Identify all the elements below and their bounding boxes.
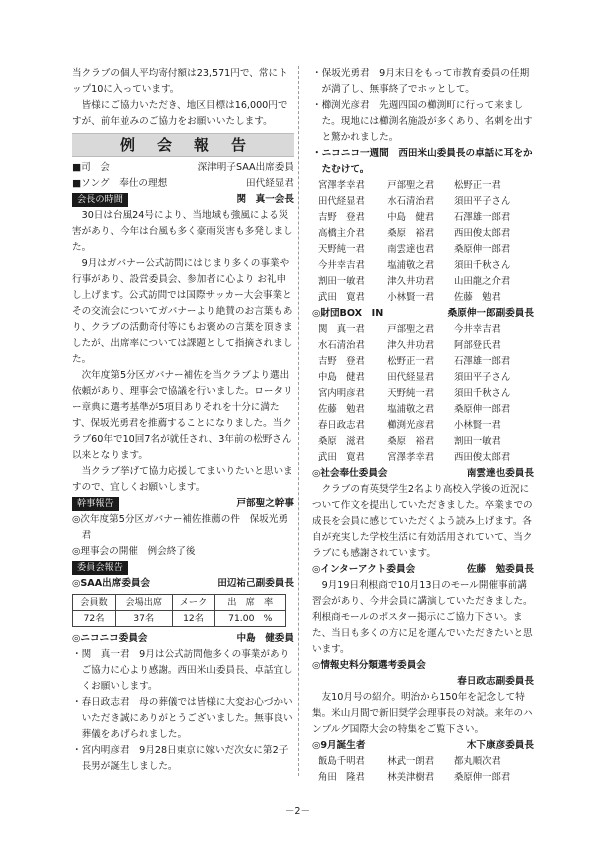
- attendance-table: [72, 594, 286, 627]
- niconico-item: ・保坂光勇君 9月末日をもって市教育委員の任期が満了し、無事終了でホッとして。: [312, 68, 530, 95]
- president-paragraph: 当クラブ挙げて協力応援してまいりたいと思いますので、宜しくお願いします。: [72, 466, 293, 493]
- member-name: 宮澤孝幸君: [318, 180, 365, 191]
- member-name: 林美津樹君: [387, 772, 435, 783]
- interact-name: 佐藤 勉委員長: [466, 564, 534, 575]
- table-header: メーク: [172, 595, 215, 611]
- table-row: [312, 770, 534, 786]
- secretary-item: ◎次年度第5分区ガバナー補佐推薦の件 保坂光勇君: [72, 514, 288, 541]
- member-name: 阿部登氏君: [453, 340, 501, 351]
- member-name: 南雲達也君: [387, 244, 435, 255]
- member-name: 武田 寛君: [318, 452, 365, 463]
- member-name: 佐藤 勉君: [453, 292, 501, 303]
- right-column: [312, 66, 534, 786]
- table-header: 会場出席: [115, 595, 172, 611]
- table-row: [312, 354, 534, 370]
- member-name: 吉野 登君: [318, 356, 365, 367]
- niconico-week-title: ・ニコニコ一週間 西田米山委員長の卓話に耳をかたむけて。: [312, 148, 533, 175]
- table-row: [312, 434, 534, 450]
- role-value: 田代経显君: [246, 178, 294, 189]
- niconico-item: ・宮内明彦君 9月28日東京に嫁いだ次女に第2子長男が誕生しました。: [72, 745, 289, 772]
- member-name: 天野純一君: [318, 244, 365, 255]
- table-row: [312, 338, 534, 354]
- box-title: ◎財団BOX IN: [312, 308, 384, 319]
- member-name: 高橋主介君: [318, 228, 365, 239]
- member-name: 須田平子さん: [453, 196, 511, 207]
- member-name: 戸部聖之君: [387, 180, 435, 191]
- member-name: 桑原 裕君: [387, 436, 435, 447]
- member-name: 今井幸吉君: [453, 324, 501, 335]
- niconico-header: [72, 631, 294, 647]
- member-name: 角田 隆君: [318, 772, 365, 783]
- social-title: ◎社会奉仕委員会: [312, 468, 388, 479]
- table-row: [312, 322, 534, 338]
- member-name: 割田一敏君: [318, 276, 365, 287]
- member-name: 戸部聖之君: [387, 324, 435, 335]
- niconico-name: 中島 健委員: [236, 633, 294, 644]
- member-name: 桑原伸一郎君: [453, 404, 511, 415]
- member-name: 田代経显君: [318, 196, 365, 207]
- table-row: [312, 242, 534, 258]
- birthday-names: [312, 754, 534, 786]
- member-name: 桑原伸一郎君: [453, 244, 511, 255]
- committee-tag: 委員会報告: [72, 561, 128, 575]
- birthday-title: ◎9月誕生者: [312, 740, 366, 751]
- table-cell: 72名: [73, 611, 116, 627]
- column-divider: [298, 66, 299, 776]
- member-name: 桑原 裕君: [387, 228, 435, 239]
- birthday-header: [312, 738, 534, 754]
- role-row: [72, 176, 294, 192]
- table-cell: 12名: [172, 611, 215, 627]
- member-name: 宮澤孝幸君: [387, 452, 435, 463]
- member-name: 櫛渕光彦君: [387, 420, 435, 431]
- info-name: 春日政志副委員長: [457, 676, 534, 687]
- member-name: 中島 健君: [387, 212, 435, 223]
- president-paragraph: 次年度第5分区ガバナー補佐を当クラブより選出依頼があり、理事会で協議を行いました。ロータリー章典に選考基準が5項目ありそれを十分に満たす、保坂光勇君を推薦することになりました。当クラブ60年で10回7名が就任され、3年前の松野さん以来となります。: [72, 370, 293, 461]
- table-row: [312, 210, 534, 226]
- member-name: 西田俊太郎君: [453, 452, 511, 463]
- member-name: 塩浦敬之君: [387, 260, 435, 271]
- member-name: 水石清治君: [318, 340, 365, 351]
- table-row: [312, 274, 534, 290]
- table-row: [312, 450, 534, 466]
- member-name: 小林賢一君: [453, 420, 501, 431]
- member-name: 中島 健君: [318, 372, 365, 383]
- member-name: 須田千秋さん: [453, 388, 511, 399]
- niconico-item: ・櫛渕光彦君 先週四国の櫛渕町に行って来ました。現地には櫛渕名施設が多くあり、名刺を出すと驚かれました。: [312, 100, 533, 143]
- intro-paragraph: 当クラブの個人平均寄付額は23,571円で、常にトップ10に入っています。: [72, 68, 288, 95]
- president-paragraph: 9月はガバナー公式訪問にはじまり多くの事業や行事があり、設営委員会、参加者に心より お礼申し上げます。公式訪問では国際サッカー大会事業とその交流会についてガバナーより絶賛のお言葉もあり、クラブの活動奇付等にもお褒めの言葉を頂きましたが、出席率については課題として指摘されました。: [72, 258, 293, 365]
- intro-paragraph: 皆様にご協力いただき、地区目標は16,000円ですが、前年並みのご協力をお願いいたします。: [72, 100, 288, 127]
- member-name: 石澤雄一郎君: [453, 212, 511, 223]
- birthday-name: 木下康彦委員長: [466, 740, 534, 751]
- role-row: [72, 160, 294, 176]
- report-title: 例会報告: [72, 133, 294, 157]
- table-header: 出 席 率: [215, 595, 286, 611]
- member-name: 西田俊太郎君: [453, 228, 511, 239]
- social-header: [312, 466, 534, 482]
- table-row: [312, 370, 534, 386]
- member-name: 塩浦敬之君: [387, 404, 435, 415]
- member-name: 田代経显君: [387, 372, 435, 383]
- table-row: [312, 194, 534, 210]
- social-text: クラブの育英奨学生2名より高校入学後の近況について作文を提出していただきました。卒業までの成長を会員に感じていただくよう読み上げます。各自が充実した学校生活に有効活用されていて、当クラブにも感謝されています。: [312, 484, 533, 559]
- member-name: 山田龍之介君: [453, 276, 511, 287]
- member-name: 林武一朗君: [387, 756, 435, 767]
- secretary-header: [72, 496, 294, 512]
- member-name: 今井幸吉君: [318, 260, 365, 271]
- table-row: [312, 290, 534, 306]
- info-text: 友10月号の紹介。明治から150年を記念して特集。米山月間で新旧奨学会理事長の対談。来年のハンブルグ国際大会の特集をご覧下さい。: [312, 692, 533, 735]
- niconico-item: ・関 真一君 9月は公式訪問他多くの事業がありご協力に心より感謝。西田米山委員長、卓話宜しくお願いします。: [72, 649, 293, 692]
- member-name: 割田一敏君: [453, 436, 501, 447]
- member-name: 松野正一君: [453, 180, 501, 191]
- member-name: 津久井功君: [387, 276, 435, 287]
- president-header: [72, 192, 294, 208]
- table-row: [312, 418, 534, 434]
- table-row: [312, 258, 534, 274]
- box-names: [312, 322, 534, 466]
- table-cell: 37名: [115, 611, 172, 627]
- role-label: ■司 会: [72, 162, 110, 173]
- table-row: [312, 178, 534, 194]
- info-title: ◎情報史料分類選考委員会: [312, 660, 426, 671]
- table-row: [73, 611, 286, 627]
- table-row: [312, 386, 534, 402]
- member-name: 小林賢一君: [387, 292, 435, 303]
- secretary-item: ◎理事会の開催 例会終了後: [72, 546, 196, 557]
- member-name: 武田 寛君: [318, 292, 365, 303]
- president-paragraph: 30日は台風24号により、当地域も強風による災害があり、今年は台風も多く豪雨災害も多発しました。: [72, 210, 293, 253]
- secretary-tag: 幹事報告: [72, 497, 119, 511]
- role-value: 深津明子SAA出席委員: [197, 162, 294, 173]
- interact-text: 9月19日利根商で10月13日のモール開催事前講習会があり、今井会員に講演していただきました。利根商モールのポスター掲示にご協力下さい。また、当日も多くの方に足を運んでいただきたいと思います。: [312, 580, 533, 655]
- member-name: 津久井功君: [387, 340, 435, 351]
- role-label: ■ソング 奉仕の理想: [72, 178, 168, 189]
- niconico-week-names: [312, 178, 534, 306]
- member-name: 天野純一君: [387, 388, 435, 399]
- president-name: 関 真一会長: [236, 194, 294, 205]
- member-name: 桑原伸一郎君: [453, 772, 511, 783]
- member-name: 桑原 滋君: [318, 436, 365, 447]
- table-row: [312, 754, 534, 770]
- member-name: 石澤雄一郎君: [453, 356, 511, 367]
- saa-title: ◎SAA出席委員会: [72, 578, 151, 589]
- secretary-name: 戸部聖之幹事: [236, 498, 294, 509]
- page-number: －2－: [284, 806, 311, 817]
- member-name: 都丸順次君: [453, 756, 501, 767]
- interact-title: ◎インターアクト委員会: [312, 564, 416, 575]
- president-tag: 会長の時間: [72, 193, 128, 207]
- left-column: [72, 66, 294, 775]
- member-name: 松野正一君: [387, 356, 435, 367]
- member-name: 須田平子さん: [453, 372, 511, 383]
- niconico-item: ・春日政志君 母の葬儀では皆様に大変お心づかいいただき誠にありがとうございました。無事良い葬儀をあげられました。: [72, 697, 293, 740]
- table-row: [312, 402, 534, 418]
- box-header: [312, 306, 534, 322]
- member-name: 関 真一君: [318, 324, 365, 335]
- member-name: 佐藤 勉君: [318, 404, 365, 415]
- member-name: 水石清治君: [387, 196, 435, 207]
- saa-header: [72, 576, 294, 592]
- social-name: 南雲達也委員長: [466, 468, 534, 479]
- table-row: [312, 226, 534, 242]
- interact-header: [312, 562, 534, 578]
- member-name: 春日政志君: [318, 420, 365, 431]
- member-name: 宮内明彦君: [318, 388, 365, 399]
- member-name: 吉野 登君: [318, 212, 365, 223]
- table-header-row: [73, 595, 286, 611]
- saa-name: 田辺祐己副委員長: [217, 578, 294, 589]
- member-name: 須田千秋さん: [453, 260, 511, 271]
- niconico-title: ◎ニコニコ委員会: [72, 633, 148, 644]
- member-name: 飯島千明君: [318, 756, 365, 767]
- table-header: 会員数: [73, 595, 116, 611]
- box-name: 桑原伸一郎副委員長: [447, 308, 534, 319]
- table-cell: 71.00 %: [215, 611, 286, 627]
